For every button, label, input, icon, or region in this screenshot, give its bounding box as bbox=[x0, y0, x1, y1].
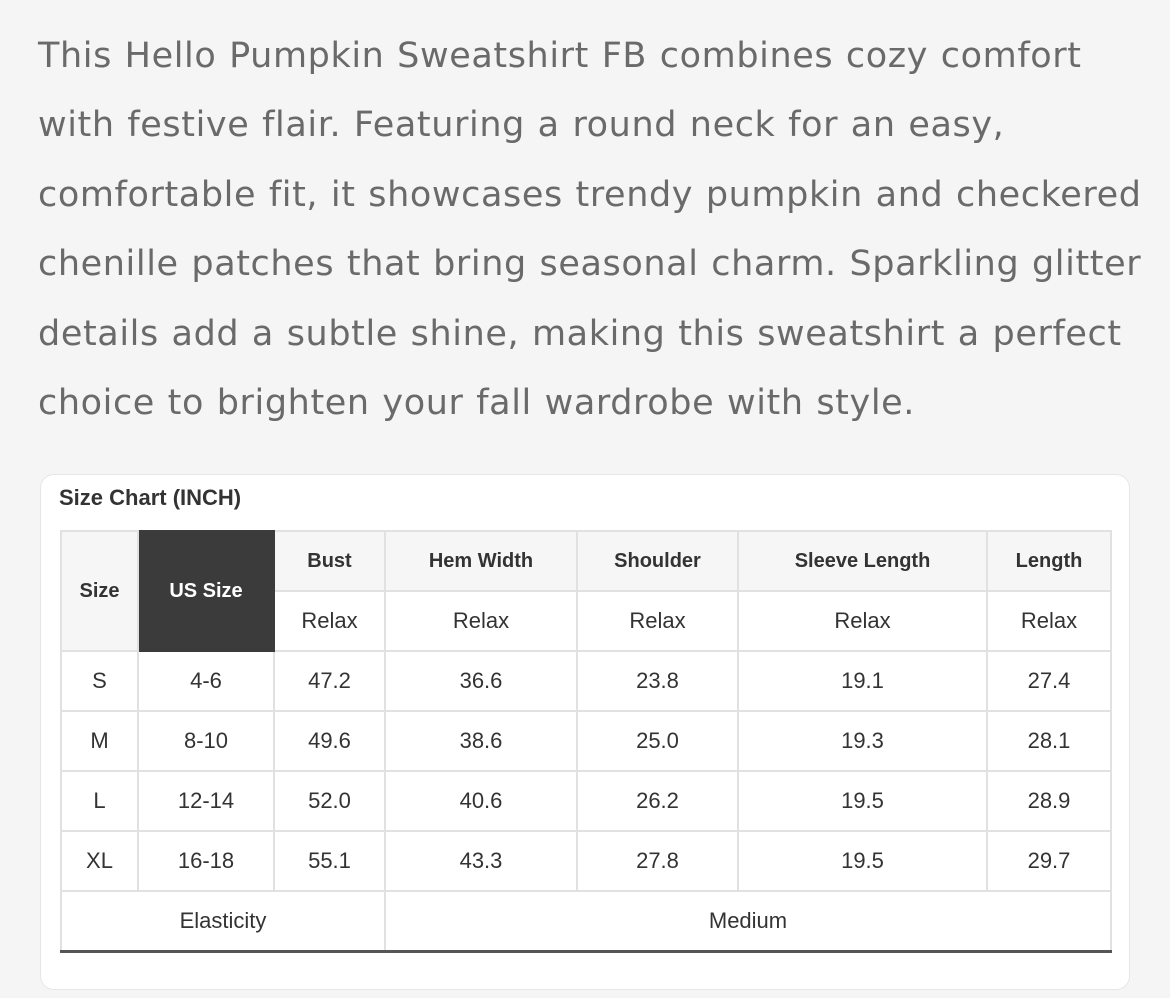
fit-hem-width: Relax bbox=[385, 591, 577, 651]
elasticity-value: Medium bbox=[385, 891, 1111, 952]
cell-bust: 52.0 bbox=[274, 771, 385, 831]
size-chart-table bbox=[60, 530, 1112, 953]
header-bust: Bust bbox=[274, 531, 385, 591]
description-line: This Hello Pumpkin Sweatshirt FB combines cozy comfort bbox=[38, 36, 1082, 76]
cell-bust: 49.6 bbox=[274, 711, 385, 771]
cell-length: 28.1 bbox=[987, 711, 1111, 771]
cell-bust: 47.2 bbox=[274, 651, 385, 711]
cell-shoulder: 25.0 bbox=[577, 711, 738, 771]
cell-size: M bbox=[61, 711, 138, 771]
cell-sleeve-length: 19.1 bbox=[738, 651, 987, 711]
cell-us-size: 16-18 bbox=[138, 831, 274, 891]
cell-us-size: 12-14 bbox=[138, 771, 274, 831]
cell-length: 29.7 bbox=[987, 831, 1111, 891]
cell-sleeve-length: 19.5 bbox=[738, 771, 987, 831]
cell-shoulder: 27.8 bbox=[577, 831, 738, 891]
cell-sleeve-length: 19.5 bbox=[738, 831, 987, 891]
size-chart-card bbox=[40, 474, 1130, 990]
cell-us-size: 4-6 bbox=[138, 651, 274, 711]
fit-bust: Relax bbox=[274, 591, 385, 651]
fit-length: Relax bbox=[987, 591, 1111, 651]
cell-size: L bbox=[61, 771, 138, 831]
table-row bbox=[61, 771, 1111, 831]
fit-shoulder: Relax bbox=[577, 591, 738, 651]
cell-bust: 55.1 bbox=[274, 831, 385, 891]
elasticity-row bbox=[61, 891, 1111, 952]
cell-length: 28.9 bbox=[987, 771, 1111, 831]
header-length: Length bbox=[987, 531, 1111, 591]
description-line: comfortable fit, it showcases trendy pumpkin and checkered bbox=[38, 174, 1142, 215]
cell-size: S bbox=[61, 651, 138, 711]
cell-shoulder: 23.8 bbox=[577, 651, 738, 711]
cell-hem-width: 40.6 bbox=[385, 771, 577, 831]
header-hem-width: Hem Width bbox=[385, 531, 577, 591]
cell-hem-width: 36.6 bbox=[385, 651, 577, 711]
header-sleeve-length: Sleeve Length bbox=[738, 531, 987, 591]
elasticity-label: Elasticity bbox=[61, 891, 385, 952]
cell-us-size: 8-10 bbox=[138, 711, 274, 771]
table-row bbox=[61, 831, 1111, 891]
table-row bbox=[61, 711, 1111, 771]
cell-sleeve-length: 19.3 bbox=[738, 711, 987, 771]
header-shoulder: Shoulder bbox=[577, 531, 738, 591]
cell-shoulder: 26.2 bbox=[577, 771, 738, 831]
cell-size: XL bbox=[61, 831, 138, 891]
description-line: chenille patches that bring seasonal charm. Sparkling glitter bbox=[38, 244, 1142, 285]
cell-hem-width: 38.6 bbox=[385, 711, 577, 771]
cell-hem-width: 43.3 bbox=[385, 831, 577, 891]
size-chart-title: Size Chart (INCH) bbox=[59, 485, 242, 510]
table-row bbox=[61, 651, 1111, 711]
header-size: Size bbox=[61, 531, 138, 651]
fit-sleeve-length: Relax bbox=[738, 591, 987, 651]
cell-length: 27.4 bbox=[987, 651, 1111, 711]
description-line: choice to brighten your fall wardrobe with style. bbox=[38, 383, 915, 424]
header-row bbox=[61, 531, 1111, 591]
header-us-size: US Size bbox=[138, 531, 274, 651]
product-description bbox=[38, 22, 1158, 438]
description-line: with festive flair. Featuring a round neck for an easy, bbox=[38, 105, 1005, 146]
description-line: details add a subtle shine, making this sweatshirt a perfect bbox=[38, 313, 1122, 354]
